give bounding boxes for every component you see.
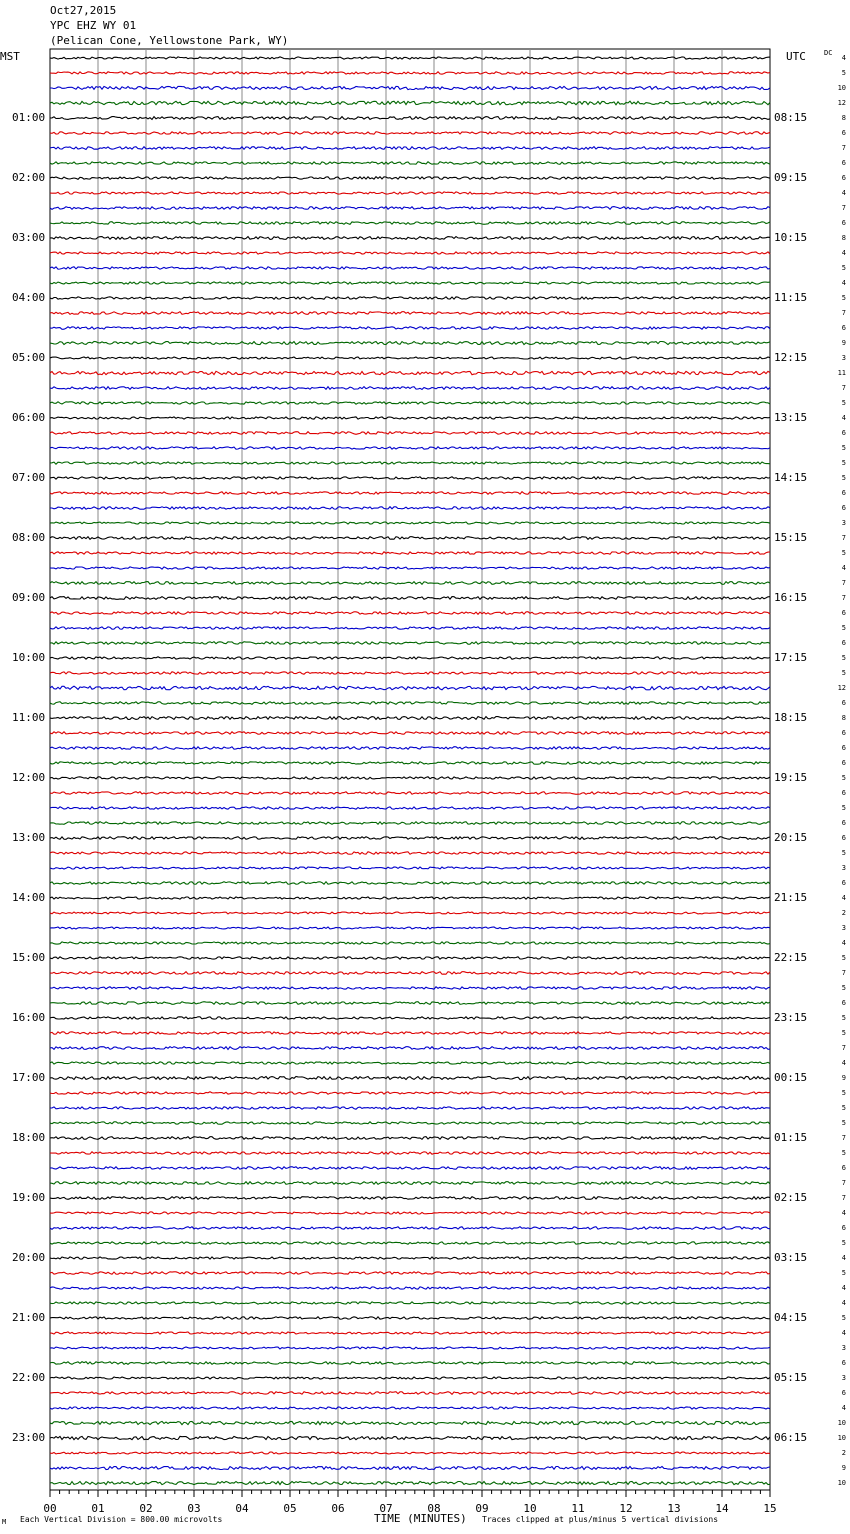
trace-line [50, 57, 770, 59]
trace-line [50, 702, 770, 705]
trace-line [50, 837, 770, 840]
dc-offset-value: 5 [841, 984, 846, 992]
dc-offset-value: 5 [841, 774, 846, 782]
utc-hour-label: 23:15 [774, 1011, 808, 1024]
trace-line [50, 852, 770, 854]
dc-offset-value: 6 [841, 699, 846, 707]
trace-line [50, 582, 770, 585]
dc-offset-value: 6 [841, 759, 846, 767]
right-timezone-label: UTC [786, 50, 806, 63]
dc-offset-value: 5 [841, 474, 846, 482]
trace-line [50, 342, 770, 345]
trace-line [50, 1421, 770, 1424]
mst-hour-label: 14:00 [12, 891, 46, 904]
dc-offset-value: 4 [841, 894, 846, 902]
dc-offset-value: 6 [841, 174, 846, 182]
utc-hour-label: 04:15 [774, 1311, 808, 1324]
utc-hour-label: 18:15 [774, 711, 808, 724]
utc-hour-label: 05:15 [774, 1371, 808, 1384]
trace-line [50, 177, 770, 180]
utc-hour-label: 14:15 [774, 471, 808, 484]
dc-offset-value: 5 [841, 264, 846, 272]
utc-hour-label: 06:15 [774, 1431, 808, 1444]
dc-offset-value: 5 [841, 669, 846, 677]
trace-line [50, 117, 770, 120]
utc-hour-label: 13:15 [774, 411, 808, 424]
x-tick-label: 07 [379, 1502, 393, 1515]
dc-offset-value: 8 [841, 234, 846, 242]
trace-line [50, 972, 770, 975]
trace-line [50, 1062, 770, 1064]
dc-offset-value: 5 [841, 444, 846, 452]
trace-line [50, 686, 770, 690]
dc-offset-value: 4 [841, 1329, 846, 1337]
utc-hour-label: 19:15 [774, 771, 808, 784]
x-tick-label: 02 [139, 1502, 153, 1515]
mst-hour-label: 06:00 [12, 411, 46, 424]
utc-hour-label: 17:15 [774, 651, 808, 664]
trace-line [50, 1227, 770, 1230]
trace-line [50, 1167, 770, 1170]
mst-hour-label: 02:00 [12, 171, 46, 184]
dc-offset-value: 7 [841, 204, 846, 212]
trace-line [50, 507, 770, 510]
mst-hour-label: 22:00 [12, 1371, 46, 1384]
x-tick-label: 14 [715, 1502, 729, 1515]
utc-hour-label: 15:15 [774, 531, 808, 544]
utc-hour-label: 09:15 [774, 171, 808, 184]
dc-offset-value: 9 [841, 1074, 846, 1082]
dc-offset-value: 5 [841, 1149, 846, 1157]
dc-offset-value: 9 [841, 339, 846, 347]
x-tick-label: 06 [331, 1502, 345, 1515]
dc-offset-value: 3 [841, 924, 846, 932]
dc-offset-value: 7 [841, 579, 846, 587]
trace-line [50, 1212, 770, 1214]
dc-offset-value: 6 [841, 834, 846, 842]
trace-line [50, 927, 770, 929]
dc-offset-value: 3 [841, 1344, 846, 1352]
trace-line [50, 522, 770, 524]
mst-hour-label: 04:00 [12, 291, 46, 304]
dc-offset-value: 6 [841, 639, 846, 647]
dc-offset-value: 4 [841, 54, 846, 62]
trace-line [50, 222, 770, 225]
mst-hour-label: 13:00 [12, 831, 46, 844]
mst-hour-label: 07:00 [12, 471, 46, 484]
trace-line [50, 1017, 770, 1019]
trace-line [50, 1481, 770, 1484]
dc-offset-value: 4 [841, 249, 846, 257]
trace-line [50, 1047, 770, 1050]
dc-offset-value: 4 [841, 279, 846, 287]
utc-hour-label: 20:15 [774, 831, 808, 844]
dc-offset-value: 2 [841, 1449, 846, 1457]
trace-line [50, 912, 770, 914]
mst-hour-label: 16:00 [12, 1011, 46, 1024]
dc-offset-value: 6 [841, 1164, 846, 1172]
utc-hour-label: 22:15 [774, 951, 808, 964]
x-tick-label: 11 [571, 1502, 585, 1515]
trace-line [50, 1122, 770, 1124]
dc-offset-value: 4 [841, 414, 846, 422]
trace-line [50, 1467, 770, 1470]
trace-line [50, 1377, 770, 1379]
plot-date: Oct27,2015 [50, 4, 117, 17]
dc-offset-value: 7 [841, 1134, 846, 1142]
trace-line [50, 1152, 770, 1154]
dc-offset-value: 6 [841, 1389, 846, 1397]
dc-offset-value: 5 [841, 294, 846, 302]
dc-offset-value: 3 [841, 864, 846, 872]
mst-hour-label: 19:00 [12, 1191, 46, 1204]
dc-offset-value: 5 [841, 1314, 846, 1322]
trace-line [50, 1332, 770, 1334]
dc-offset-value: 6 [841, 489, 846, 497]
trace-line [50, 1317, 770, 1319]
dc-offset-value: 5 [841, 1119, 846, 1127]
dc-offset-value: 4 [841, 939, 846, 947]
dc-offset-value: 7 [841, 1044, 846, 1052]
trace-line [50, 297, 770, 299]
trace-line [50, 732, 770, 735]
dc-offset-value: 9 [841, 1464, 846, 1472]
trace-line [50, 657, 770, 659]
dc-offset-value: 10 [837, 1434, 846, 1442]
dc-offset-value: 6 [841, 609, 846, 617]
dc-offset-value: 5 [841, 954, 846, 962]
mst-hour-label: 05:00 [12, 351, 46, 364]
trace-line [50, 72, 770, 74]
x-tick-label: 10 [523, 1502, 537, 1515]
trace-line [50, 612, 770, 615]
trace-line [50, 567, 770, 569]
x-tick-label: 08 [427, 1502, 441, 1515]
dc-offset-value: 5 [841, 654, 846, 662]
dc-offset-value: 6 [841, 1224, 846, 1232]
utc-hour-label: 01:15 [774, 1131, 808, 1144]
trace-line [50, 387, 770, 390]
plot-frame [50, 49, 770, 1490]
dc-offset-value: 8 [841, 114, 846, 122]
trace-line [50, 942, 770, 944]
dc-offset-value: 7 [841, 144, 846, 152]
mst-hour-label: 01:00 [12, 111, 46, 124]
trace-line [50, 807, 770, 809]
dc-offset-value: 5 [841, 459, 846, 467]
trace-line [50, 357, 770, 359]
dc-offset-value: 6 [841, 159, 846, 167]
trace-line [50, 327, 770, 330]
trace-line [50, 1002, 770, 1005]
dc-offset-value: 6 [841, 129, 846, 137]
trace-line [50, 86, 770, 89]
mst-hour-label: 21:00 [12, 1311, 46, 1324]
trace-line [50, 747, 770, 750]
mst-hour-label: 12:00 [12, 771, 46, 784]
trace-line [50, 642, 770, 645]
dc-offset-value: 6 [841, 789, 846, 797]
dc-offset-value: 4 [841, 1209, 846, 1217]
trace-line [50, 537, 770, 540]
trace-line [50, 1347, 770, 1349]
trace-line [50, 462, 770, 464]
x-tick-label: 04 [235, 1502, 249, 1515]
mst-hour-label: 17:00 [12, 1071, 46, 1084]
trace-line [50, 897, 770, 899]
trace-line [50, 717, 770, 720]
trace-line [50, 492, 770, 495]
trace-line [50, 402, 770, 404]
dc-offset-value: 12 [837, 99, 846, 107]
dc-offset-value: 2 [841, 909, 846, 917]
dc-offset-value: 4 [841, 1284, 846, 1292]
trace-line [50, 882, 770, 885]
trace-line [50, 672, 770, 674]
mst-hour-label: 11:00 [12, 711, 46, 724]
x-tick-label: 12 [619, 1502, 633, 1515]
left-timezone-label: MST [0, 50, 20, 63]
dc-offset-value: 6 [841, 1359, 846, 1367]
dc-offset-value: 6 [841, 729, 846, 737]
x-tick-label: 15 [763, 1502, 777, 1515]
dc-offset-value: 5 [841, 1089, 846, 1097]
trace-line [50, 1182, 770, 1185]
dc-offset-value: 5 [841, 1029, 846, 1037]
trace-line [50, 282, 770, 284]
dc-offset-value: 7 [841, 969, 846, 977]
trace-line [50, 1092, 770, 1094]
dc-offset-value: 7 [841, 534, 846, 542]
trace-line [50, 777, 770, 779]
trace-line [50, 762, 770, 765]
dc-offset-value: 7 [841, 384, 846, 392]
scale-note: Each Vertical Division = 800.00 microvolts [20, 1515, 223, 1524]
dc-offset-value: 6 [841, 219, 846, 227]
corner-mark: M [2, 1518, 7, 1526]
trace-line [50, 132, 770, 135]
station-location: (Pelican Cone, Yellowstone Park, WY) [50, 34, 289, 47]
dc-offset-value: 4 [841, 1059, 846, 1067]
trace-line [50, 627, 770, 629]
dc-offset-value: 7 [841, 309, 846, 317]
mst-hour-label: 15:00 [12, 951, 46, 964]
trace-line [50, 447, 770, 449]
trace-line [50, 822, 770, 825]
mst-hour-label: 03:00 [12, 231, 46, 244]
dc-offset-value: 3 [841, 354, 846, 362]
dc-offset-value: 4 [841, 189, 846, 197]
dc-offset-value: 7 [841, 594, 846, 602]
dc-offset-value: 6 [841, 504, 846, 512]
utc-hour-label: 12:15 [774, 351, 808, 364]
dc-offset-value: 10 [837, 1479, 846, 1487]
dc-offset-value: 5 [841, 1014, 846, 1022]
dc-offset-value: 5 [841, 549, 846, 557]
utc-hour-label: 02:15 [774, 1191, 808, 1204]
x-tick-label: 01 [91, 1502, 105, 1515]
utc-hour-label: 16:15 [774, 591, 808, 604]
dc-offset-value: 6 [841, 999, 846, 1007]
dc-offset-value: 5 [841, 1104, 846, 1112]
dc-offset-value: 6 [841, 744, 846, 752]
trace-line [50, 237, 770, 240]
dc-offset-value: 5 [841, 69, 846, 77]
x-tick-label: 00 [43, 1502, 57, 1515]
clip-note: Traces clipped at plus/minus 5 vertical divisions [482, 1515, 719, 1524]
trace-line [50, 1436, 770, 1439]
x-tick-label: 05 [283, 1502, 297, 1515]
dc-offset-value: 5 [841, 1269, 846, 1277]
trace-line [50, 1407, 770, 1409]
utc-hour-label: 21:15 [774, 891, 808, 904]
trace-line [50, 1302, 770, 1304]
x-tick-label: 13 [667, 1502, 681, 1515]
trace-line [50, 1287, 770, 1289]
dc-offset-value: 3 [841, 519, 846, 527]
trace-line [50, 1197, 770, 1200]
trace-line [50, 432, 770, 435]
trace-line [50, 417, 770, 419]
dc-offset-value: 4 [841, 1254, 846, 1262]
dc-offset-value: 4 [841, 1299, 846, 1307]
dc-offset-value: 7 [841, 1194, 846, 1202]
trace-line [50, 371, 770, 374]
trace-line [50, 552, 770, 554]
dc-offset-value: 5 [841, 804, 846, 812]
x-axis-title: TIME (MINUTES) [374, 1512, 467, 1525]
trace-line [50, 162, 770, 165]
dc-offset-value: 4 [841, 564, 846, 572]
trace-line [50, 792, 770, 795]
trace-line [50, 1362, 770, 1365]
mst-hour-label: 10:00 [12, 651, 46, 664]
trace-line [50, 957, 770, 959]
trace-line [50, 1077, 770, 1080]
trace-line [50, 477, 770, 479]
dc-offset-value: 12 [837, 684, 846, 692]
dc-offset-value: 11 [837, 369, 846, 377]
dc-offset-value: 10 [837, 1419, 846, 1427]
trace-line [50, 252, 770, 254]
dc-offset-value: 5 [841, 624, 846, 632]
utc-hour-label: 08:15 [774, 111, 808, 124]
mst-hour-label: 20:00 [12, 1251, 46, 1264]
mst-hour-label: 23:00 [12, 1431, 46, 1444]
dc-header: DC [824, 49, 833, 57]
trace-line [50, 147, 770, 150]
dc-offset-value: 7 [841, 1179, 846, 1187]
dc-offset-value: 5 [841, 399, 846, 407]
trace-line [50, 597, 770, 600]
mst-hour-label: 09:00 [12, 591, 46, 604]
utc-hour-label: 00:15 [774, 1071, 808, 1084]
utc-hour-label: 11:15 [774, 291, 808, 304]
trace-line [50, 1272, 770, 1274]
trace-line [50, 1137, 770, 1140]
trace-line [50, 1032, 770, 1034]
trace-line [50, 312, 770, 315]
trace-line [50, 207, 770, 210]
trace-line [50, 1242, 770, 1244]
trace-line [50, 1107, 770, 1109]
trace-line [50, 1257, 770, 1259]
dc-offset-value: 6 [841, 429, 846, 437]
trace-line [50, 987, 770, 989]
dc-offset-value: 5 [841, 849, 846, 857]
mst-hour-label: 18:00 [12, 1131, 46, 1144]
dc-offset-value: 8 [841, 714, 846, 722]
dc-offset-value: 6 [841, 879, 846, 887]
trace-line [50, 192, 770, 194]
x-tick-label: 09 [475, 1502, 489, 1515]
mst-hour-label: 08:00 [12, 531, 46, 544]
utc-hour-label: 03:15 [774, 1251, 808, 1264]
trace-line [50, 867, 770, 869]
dc-offset-value: 10 [837, 84, 846, 92]
dc-offset-value: 3 [841, 1374, 846, 1382]
utc-hour-label: 10:15 [774, 231, 808, 244]
x-tick-label: 03 [187, 1502, 201, 1515]
trace-line [50, 1392, 770, 1395]
station-code: YPC EHZ WY 01 [50, 19, 137, 32]
trace-line [50, 267, 770, 269]
trace-line [50, 101, 770, 105]
dc-offset-value: 4 [841, 1404, 846, 1412]
trace-line [50, 1452, 770, 1454]
dc-offset-value: 6 [841, 819, 846, 827]
dc-offset-value: 5 [841, 1239, 846, 1247]
dc-offset-value: 6 [841, 324, 846, 332]
